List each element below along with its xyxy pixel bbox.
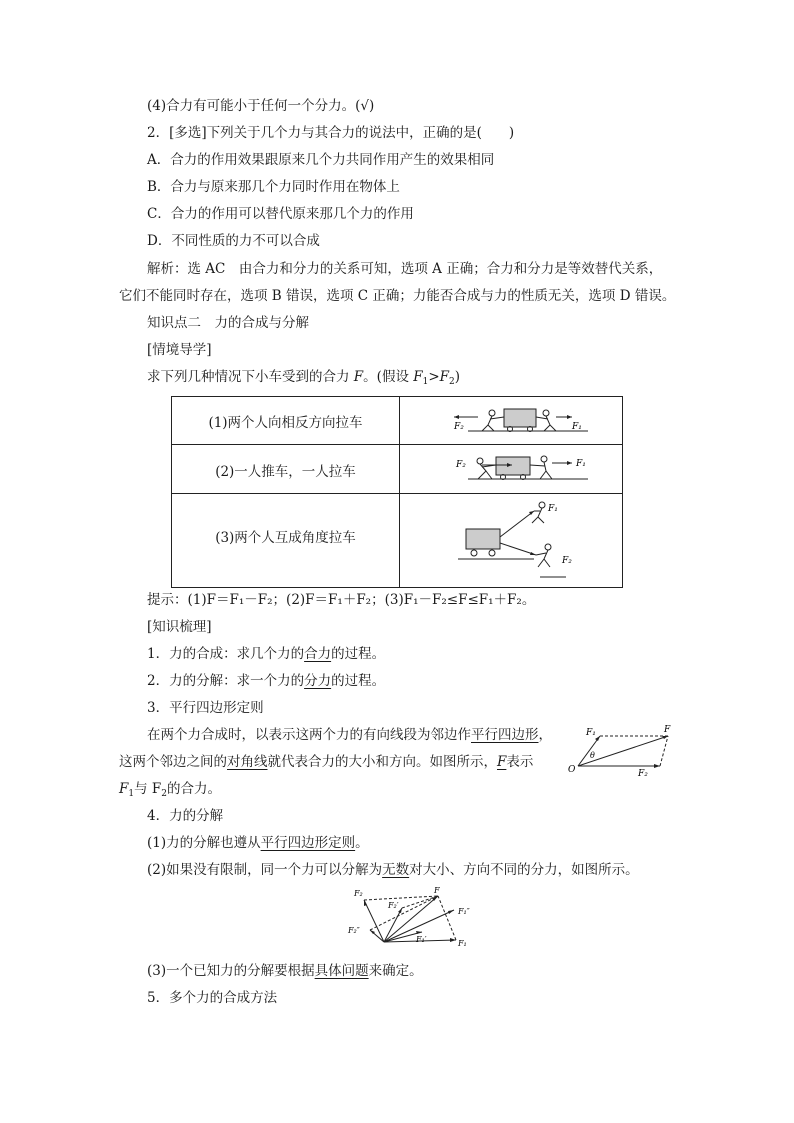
label-f1: F₁: [586, 728, 596, 738]
label-theta: θ: [590, 751, 595, 760]
option-d: D．不同性质的力不可以合成: [147, 233, 320, 249]
label-f2: F₂: [354, 889, 363, 898]
p1-blank: 平行四边形: [471, 727, 539, 743]
cart-illustration-opposite: [448, 401, 608, 441]
p2-end: 表示: [506, 754, 534, 770]
k1-text: 1．力的合成：求几个力的: [147, 646, 305, 662]
k5-heading: 5．多个力的合成方法: [147, 990, 278, 1006]
prompt-close: ): [454, 369, 461, 385]
table-row-1-label: (1)两个人向相反方向拉车: [208, 415, 363, 431]
decomposition-diagram: [344, 886, 484, 948]
prompt-F1: F: [413, 369, 423, 385]
p3-line: [119, 780, 221, 798]
label-f: F: [664, 725, 671, 735]
label-f2: F₂: [454, 422, 464, 432]
k2-blank: 分力: [304, 673, 332, 689]
p3-sub1: 1: [128, 789, 135, 799]
k43-line: [147, 962, 423, 980]
k42-blank: 无数: [382, 862, 410, 878]
question-prompt: [147, 368, 460, 386]
prompt-sub2: 2: [449, 377, 455, 387]
k43-end: 来确定。: [368, 963, 423, 979]
table-row-3-label: (3)两个人互成角度拉车: [215, 530, 356, 546]
cart-illustration-angle: [448, 497, 608, 585]
p2-mid: 就代表合力的大小和方向。如图所示，: [267, 754, 497, 770]
p1-line: [147, 726, 552, 744]
k4-heading: 4．力的分解: [147, 808, 224, 824]
p3-and: 与 F: [134, 781, 162, 797]
p2-line: [119, 753, 533, 771]
k41-line: [147, 834, 369, 852]
p3-sub2: 2: [161, 789, 168, 799]
p3-F1: F: [119, 781, 129, 797]
p1-text: 在两个力合成时，以表示这两个力的有向线段为邻边作: [147, 727, 471, 743]
label-f2-2: F₂: [456, 460, 466, 470]
k41-end: 。: [355, 835, 369, 851]
k43-text: (3)一个已知力的分解要根据: [147, 963, 315, 979]
k1-line: [147, 645, 385, 663]
label-f2pp: F₂″: [348, 926, 360, 935]
label-o: O: [568, 765, 576, 775]
k2-end: 的过程。: [331, 673, 386, 689]
label-f: F: [434, 886, 440, 895]
k3-heading: 3．平行四边形定则: [147, 700, 264, 716]
option-b: B．合力与原来那几个力同时作用在物体上: [147, 179, 400, 195]
label-f1pp: F₁″: [458, 907, 470, 916]
label-f2-3: F₂: [562, 556, 572, 566]
prompt-text: 求下列几种情况下小车受到的合力: [147, 369, 354, 385]
prompt-F: F: [353, 369, 364, 385]
label-f1-3: F₁: [548, 504, 558, 514]
k41-text: (1)力的分解也遵从: [147, 835, 261, 851]
knowledge-heading: [知识梳理]: [147, 619, 212, 635]
situation-heading: [情境导学]: [147, 342, 212, 358]
k42-text: (2)如果没有限制，同一个力可以分解为: [147, 862, 383, 878]
section-title-kp2: 知识点二 力的合成与分解: [147, 315, 309, 331]
prompt-gt: >: [428, 369, 440, 385]
p3-end: 的合力。: [167, 781, 222, 797]
p2-blank: 对角线: [227, 754, 268, 770]
line-item-4: (4)合力有可能小于任何一个分力。(√): [147, 98, 375, 114]
k43-blank: 具体问题: [314, 963, 369, 979]
prompt-text-2: 。(假设: [363, 369, 414, 385]
label-f1-2: F₁: [576, 459, 586, 469]
situation-table: [171, 396, 623, 588]
p1-end: ，: [538, 727, 552, 743]
table-row-2-label: (2)一人推车，一人拉车: [215, 464, 356, 480]
cart-illustration-push-pull: [448, 449, 608, 489]
question-2: 2．[多选]下列关于几个力与其合力的说法中，正确的是( ): [147, 125, 515, 141]
label-f1: F₁: [458, 939, 467, 948]
k1-blank: 合力: [304, 646, 332, 662]
k42-end: 对大小、方向不同的分力，如图所示。: [409, 862, 639, 878]
label-f2p: F₂′: [388, 901, 399, 910]
analysis-line-2: 它们不能同时存在，选项 B 错误，选项 C 正确；力能否合成与力的性质无关，选项 D 错误。: [119, 288, 676, 304]
label-f1p: F₁′: [416, 935, 427, 944]
prompt-sub1: 1: [422, 377, 429, 387]
k42-line: [147, 861, 639, 879]
k1-end: 的过程。: [331, 646, 386, 662]
p2-text: 这两个邻边之间的: [119, 754, 227, 770]
p2-F: F: [497, 754, 507, 770]
analysis-line-1: 解析：选 AC 由合力和分力的关系可知，选项 A 正确；合力和分力是等效替代关系，: [147, 261, 663, 277]
k2-line: [147, 672, 385, 690]
prompt-F2: F: [439, 369, 450, 385]
label-f1: F₁: [572, 422, 582, 432]
label-f2: F₂: [638, 769, 648, 778]
hint-line: 提示：(1)F＝F₁－F₂；(2)F＝F₁＋F₂；(3)F₁－F₂≤F≤F₁＋F₂。: [147, 592, 536, 608]
k41-blank: 平行四边形定则: [260, 835, 356, 851]
option-c: C．合力的作用可以替代原来那几个力的作用: [147, 206, 414, 222]
parallelogram-diagram: [566, 720, 681, 778]
option-a: A．合力的作用效果跟原来几个力共同作用产生的效果相同: [147, 152, 495, 168]
k2-text: 2．力的分解：求一个力的: [147, 673, 305, 689]
